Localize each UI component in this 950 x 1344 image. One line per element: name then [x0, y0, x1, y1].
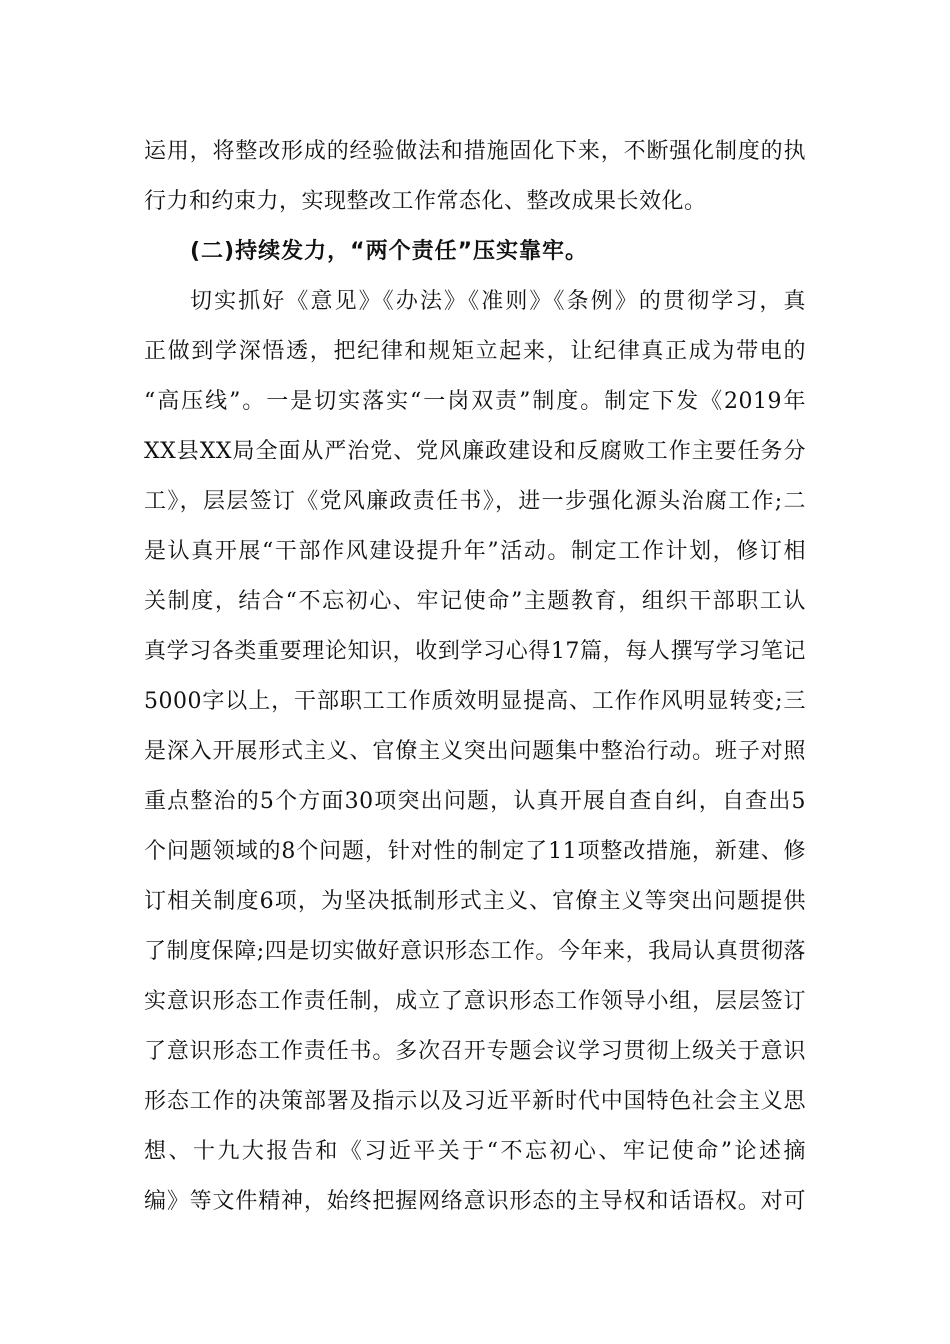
paragraph-line: 工》，层层签订《党风廉政责任书》，进一步强化源头治腐工作;二 — [144, 489, 806, 514]
paragraph-line: 是深入开展形式主义、官僚主义突出问题集中整治行动。班子对照 — [144, 739, 806, 764]
section-heading: (二)持续发力，“两个责任”压实靠牢。 — [190, 239, 589, 264]
paragraph-line: 想、十九大报告和《习近平关于“不忘初心、牢记使命”论述摘 — [144, 1139, 806, 1164]
paragraph-line: 个问题领域的8个问题，针对性的制定了11项整改措施，新建、修 — [144, 839, 806, 864]
paragraph-line: 形态工作的决策部署及指示以及习近平新时代中国特色社会主义思 — [144, 1089, 806, 1114]
paragraph-line: 行力和约束力，实现整改工作常态化、整改成果长效化。 — [144, 189, 707, 214]
paragraph-line: 正做到学深悟透，把纪律和规矩立起来，让纪律真正成为带电的 — [144, 339, 806, 364]
paragraph-line: 是认真开展“干部作风建设提升年”活动。制定工作计划，修订相 — [144, 539, 806, 564]
paragraph-line: 5000字以上，干部职工工作质效明显提高、工作作风明显转变;三 — [144, 689, 806, 714]
paragraph-line: 关制度，结合“不忘初心、牢记使命”主题教育，组织干部职工认 — [144, 589, 806, 614]
paragraph-line: 重点整治的5个方面30项突出问题，认真开展自查自纠，自查出5 — [144, 789, 806, 814]
paragraph-line: 订相关制度6项，为坚决抵制形式主义、官僚主义等突出问题提供 — [144, 889, 806, 914]
paragraph-line: 了意识形态工作责任书。多次召开专题会议学习贯彻上级关于意识 — [144, 1039, 806, 1064]
paragraph-line: 切实抓好《意见》《办法》《准则》《条例》的贯彻学习，真 — [190, 289, 806, 314]
paragraph-line: 运用，将整改形成的经验做法和措施固化下来，不断强化制度的执 — [144, 139, 806, 164]
paragraph-line: 真学习各类重要理论知识，收到学习心得17篇，每人撰写学习笔记 — [144, 639, 806, 664]
paragraph-line: “高压线”。一是切实落实“一岗双责”制度。制定下发《2019年 — [144, 389, 806, 414]
paragraph-line: XX县XX局全面从严治党、党风廉政建设和反腐败工作主要任务分 — [144, 439, 806, 464]
paragraph-line: 实意识形态工作责任制，成立了意识形态工作领导小组，层层签订 — [144, 989, 806, 1014]
paragraph-line: 编》等文件精神，始终把握网络意识形态的主导权和话语权。对可 — [144, 1189, 806, 1214]
paragraph-line: 了制度保障;四是切实做好意识形态工作。今年来，我局认真贯彻落 — [144, 939, 806, 964]
